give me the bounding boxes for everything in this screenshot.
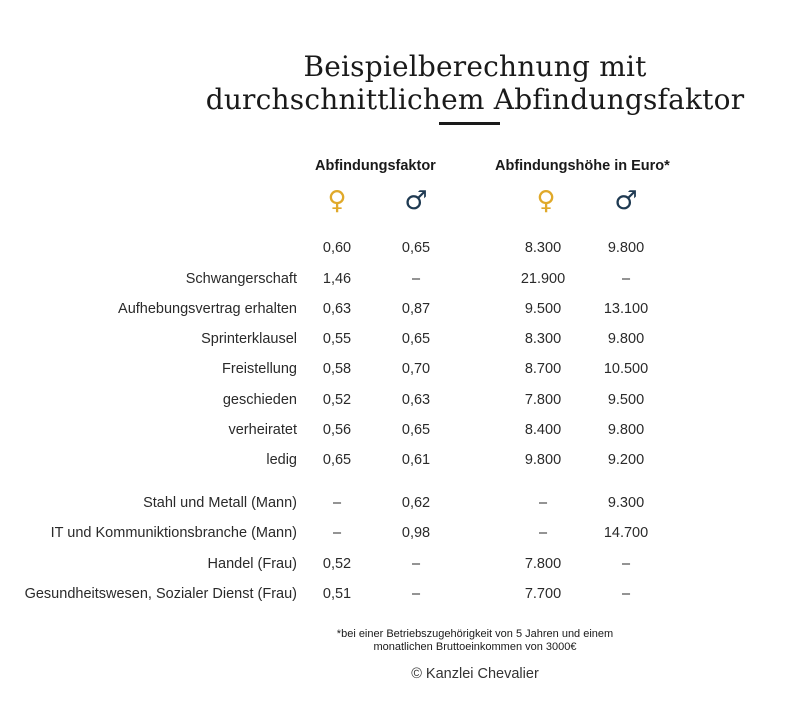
female-amount-cell: 8.400 xyxy=(524,422,562,438)
table-row xyxy=(0,582,800,606)
table-row xyxy=(0,236,800,260)
header-abfindungsfaktor: Abfindungsfaktor xyxy=(315,158,436,174)
male-amount-cell: 9.500 xyxy=(607,392,645,408)
footnote-line-1: *bei einer Betriebszugehörigkeit von 5 Jahren und einem xyxy=(336,628,614,640)
row-label: geschieden xyxy=(222,392,297,408)
table-row xyxy=(0,357,800,381)
female-amount-cell: 9.500 xyxy=(524,301,562,317)
male-factor-cell: 0,70 xyxy=(401,361,431,377)
female-symbol-icon: ♀ xyxy=(536,186,556,216)
female-amount-cell: 21.900 xyxy=(520,271,566,287)
male-factor-cell: – xyxy=(411,556,421,572)
row-label: Schwangerschaft xyxy=(185,271,297,287)
table-row xyxy=(0,418,800,442)
row-label: Stahl und Metall (Mann) xyxy=(143,495,297,511)
female-factor-cell: 0,65 xyxy=(322,452,352,468)
female-symbol-icon: ♀ xyxy=(327,186,347,216)
male-amount-cell: – xyxy=(621,556,631,572)
male-amount-cell: 9.300 xyxy=(607,495,645,511)
page-title xyxy=(175,50,775,116)
female-amount-cell: 8.300 xyxy=(524,331,562,347)
table-row xyxy=(0,448,800,472)
male-factor-cell: 0,87 xyxy=(401,301,431,317)
male-symbol-icon: ♂ xyxy=(404,186,428,216)
female-factor-cell: 0,60 xyxy=(322,240,352,256)
table-row xyxy=(0,297,800,321)
male-factor-cell: 0,65 xyxy=(401,422,431,438)
table-row xyxy=(0,491,800,515)
female-factor-cell: 0,55 xyxy=(322,331,352,347)
female-factor-cell: – xyxy=(332,495,342,511)
table-row xyxy=(0,267,800,291)
male-amount-cell: 9.800 xyxy=(607,422,645,438)
footnote xyxy=(300,628,650,654)
row-label: ledig xyxy=(266,452,297,468)
row-label: Freistellung xyxy=(222,361,297,377)
female-amount-cell: 8.700 xyxy=(524,361,562,377)
footnote-line-2: monatlichen Bruttoeinkommen von 3000€ xyxy=(373,641,577,653)
male-factor-cell: 0,65 xyxy=(401,240,431,256)
female-amount-cell: – xyxy=(538,495,548,511)
female-amount-cell: – xyxy=(538,525,548,541)
male-factor-cell: – xyxy=(411,271,421,287)
male-amount-cell: 10.500 xyxy=(603,361,649,377)
table-row xyxy=(0,521,800,545)
table-row xyxy=(0,327,800,351)
copyright: © Kanzlei Chevalier xyxy=(411,666,539,682)
row-label: Sprinterklausel xyxy=(201,331,297,347)
female-factor-cell: 0,63 xyxy=(322,301,352,317)
female-factor-cell: 1,46 xyxy=(322,271,352,287)
row-label: Aufhebungsvertrag erhalten xyxy=(118,301,297,317)
female-factor-cell: 0,51 xyxy=(322,586,352,602)
female-factor-cell: – xyxy=(332,525,342,541)
table-row xyxy=(0,388,800,412)
male-symbol-icon: ♂ xyxy=(614,186,638,216)
row-label: IT und Kommuniktionsbranche (Mann) xyxy=(50,525,297,541)
male-factor-cell: 0,62 xyxy=(401,495,431,511)
female-factor-cell: 0,52 xyxy=(322,556,352,572)
male-factor-cell: 0,65 xyxy=(401,331,431,347)
title-line-2: durchschnittlichem Abfindungsfaktor xyxy=(205,83,745,116)
male-factor-cell: 0,98 xyxy=(401,525,431,541)
female-amount-cell: 8.300 xyxy=(524,240,562,256)
female-amount-cell: 9.800 xyxy=(524,452,562,468)
row-label: verheiratet xyxy=(228,422,297,438)
male-factor-cell: 0,61 xyxy=(401,452,431,468)
female-factor-cell: 0,52 xyxy=(322,392,352,408)
row-label: Handel (Frau) xyxy=(207,556,297,572)
female-factor-cell: 0,58 xyxy=(322,361,352,377)
title-divider xyxy=(439,122,500,125)
male-amount-cell: 13.100 xyxy=(603,301,649,317)
row-label: Gesundheitswesen, Sozialer Dienst (Frau) xyxy=(24,586,297,602)
title-line-1: Beispielberechnung mit xyxy=(303,50,647,83)
table-row xyxy=(0,552,800,576)
female-amount-cell: 7.800 xyxy=(524,556,562,572)
female-factor-cell: 0,56 xyxy=(322,422,352,438)
header-abfindungshoehe: Abfindungshöhe in Euro* xyxy=(495,158,670,174)
male-amount-cell: 9.200 xyxy=(607,452,645,468)
male-factor-cell: 0,63 xyxy=(401,392,431,408)
male-amount-cell: 14.700 xyxy=(603,525,649,541)
male-amount-cell: – xyxy=(621,586,631,602)
female-amount-cell: 7.800 xyxy=(524,392,562,408)
female-amount-cell: 7.700 xyxy=(524,586,562,602)
male-amount-cell: 9.800 xyxy=(607,331,645,347)
male-amount-cell: – xyxy=(621,271,631,287)
male-factor-cell: – xyxy=(411,586,421,602)
male-amount-cell: 9.800 xyxy=(607,240,645,256)
